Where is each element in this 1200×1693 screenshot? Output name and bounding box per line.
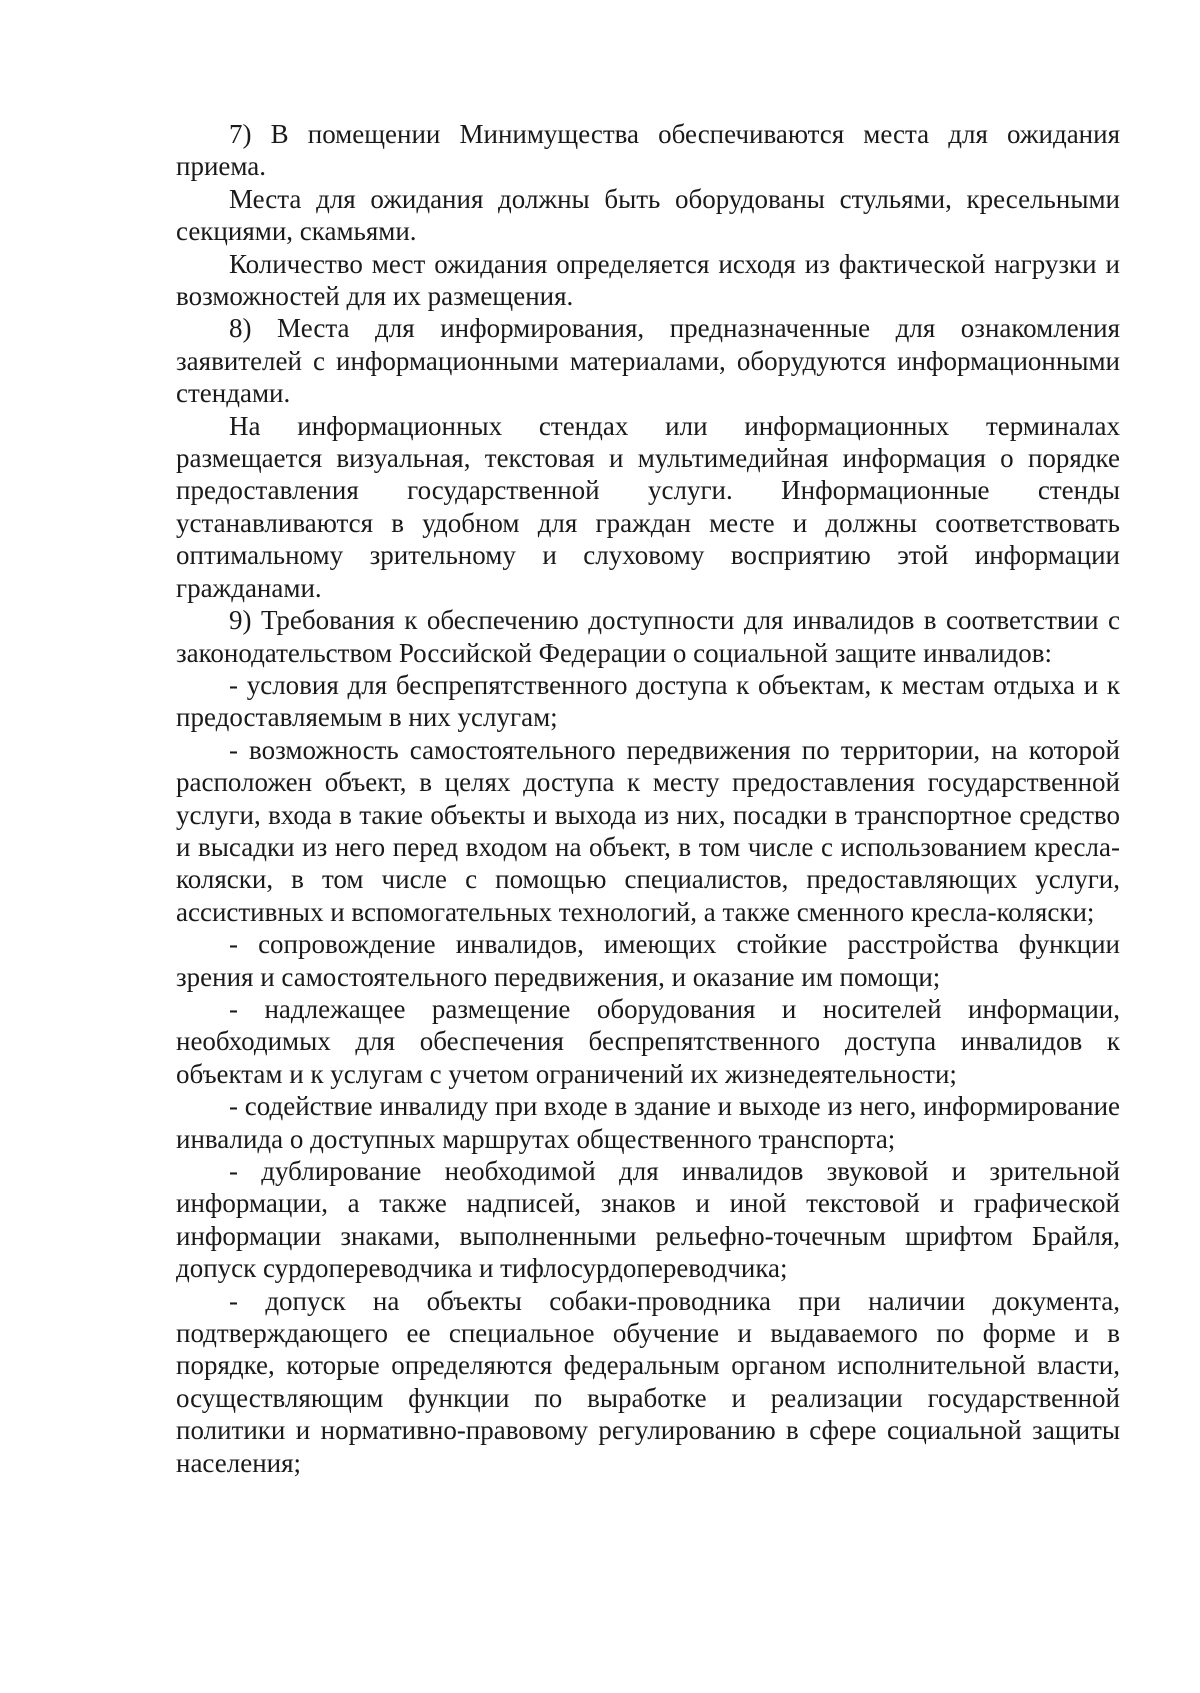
- paragraph-waiting-places: 7) В помещении Минимущества обеспечиваются места для ожидания приема.: [176, 119, 1120, 182]
- paragraph-waiting-equipment: Места для ожидания должны быть оборудованы стульями, кресельными секциями, скамьями.: [176, 183, 1120, 247]
- list-item-entry-assistance: - содействие инвалиду при входе в здание и выходе из него, информирование инвалида о доступных маршрутах общественного транспорта;: [176, 1091, 1120, 1154]
- list-item-guide-dog: - допуск на объекты собаки-проводника при наличии документа, подтверждающего ее специальное обучение и выдаваемого по форме и в порядке, которые определяются федеральным органом исполнительной власти, осуществляющим функции по выработке и реализации государственной политики и нормативно-правовому регулированию в сфере социальной защиты населения;: [176, 1285, 1120, 1478]
- paragraph-info-stands: На информационных стендах или информационных терминалах размещается визуальная, текстовая и мультимедийная информация о порядке предоставления государственной услуги. Информационные стенды устанавливаются в удобном для граждан месте и должны соответствовать оптимальному зрительному и слуховому восприятию этой информации гражданами.: [176, 410, 1120, 603]
- list-item-unobstructed-access: - условия для беспрепятственного доступа к объектам, к местам отдыха и к предоставляемым в них услугам;: [176, 669, 1120, 733]
- list-item-independent-movement: - возможность самостоятельного передвижения по территории, на которой расположен объект, в целях доступа к месту предоставления государственной услуги, входа в такие объекты и выхода из них, посадки в транспортное средство и высадки из него перед входом на объект, в том числе с использованием кресла-коляски, в том числе с помощью специалистов, предоставляющих услуги, ассистивных и вспомогательных технологий, а также сменного кресла-коляски;: [176, 734, 1120, 927]
- paragraph-info-places: 8) Места для информирования, предназначенные для ознакомления заявителей с информационными материалами, оборудуются информационными стендами.: [176, 313, 1120, 409]
- list-item-braille-duplication: - дублирование необходимой для инвалидов звуковой и зрительной информации, а также надписей, знаков и иной текстовой и графической информации знаками, выполненными рельефно-точечным шрифтом Брайля, допуск сурдопереводчика и тифлосурдопереводчика;: [176, 1156, 1120, 1284]
- paragraph-accessibility-requirements: 9) Требования к обеспечению доступности для инвалидов в соответствии с законодательством Российской Федерации о социальной защите инвалидов:: [176, 605, 1120, 668]
- list-item-equipment-placement: - надлежащее размещение оборудования и носителей информации, необходимых для обеспечения беспрепятственного доступа инвалидов к объектам и к услугам с учетом ограничений их жизнедеятельности;: [176, 993, 1120, 1089]
- paragraph-waiting-count: Количество мест ожидания определяется исходя из фактической нагрузки и возможностей для их размещения.: [176, 248, 1120, 312]
- list-item-escort: - сопровождение инвалидов, имеющих стойкие расстройства функции зрения и самостоятельного передвижения, и оказание им помощи;: [176, 929, 1120, 992]
- document-body: [176, 118, 1120, 1479]
